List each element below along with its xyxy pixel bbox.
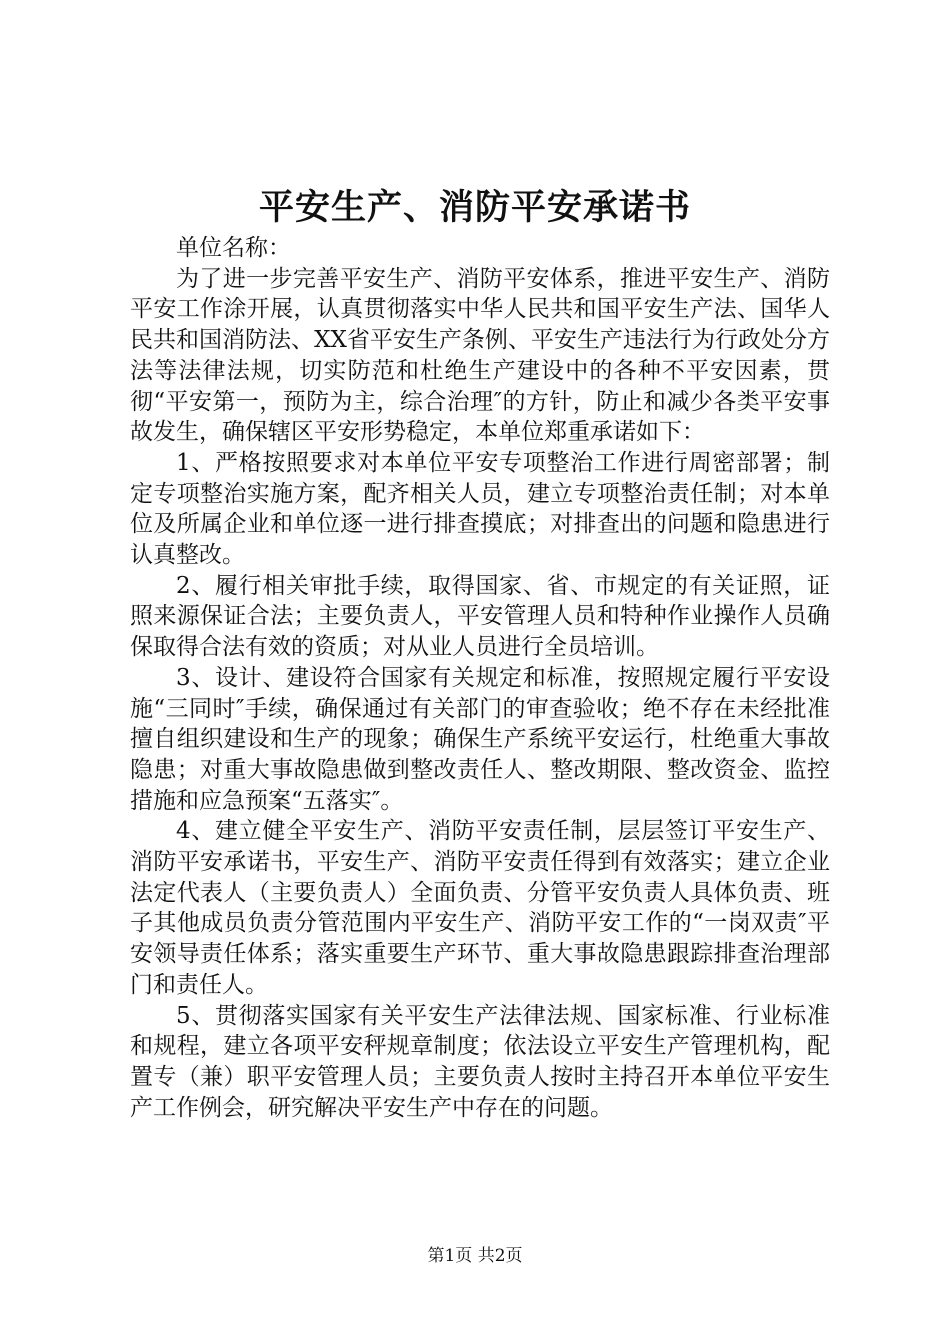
- clause-3-paragraph: 3、设计、建设符合国家有关规定和标准，按照规定履行平安设施“三同时″手续，确保通过有关部门的审查验收；绝不存在未经批准擅自组织建设和生产的现象；确保生产系统平安运行，杜绝重大事故隐患；对重大事故隐患做到整改责任人、整改期限、整改资金、监控措施和应急预案“五落实″。: [130, 664, 830, 814]
- page-number-footer: 第1页 共2页: [427, 1246, 523, 1266]
- clause-2-paragraph: 2、履行相关审批手续，取得国家、省、市规定的有关证照，证照来源保证合法；主要负责人，平安管理人员和特种作业操作人员确保取得合法有效的资质；对从业人员进行全员培训。: [130, 572, 830, 661]
- clause-1-paragraph: 1、严格按照要求对本单位平安专项整治工作进行周密部署；制定专项整治实施方案，配齐相关人员，建立专项整治责任制；对本单位及所属企业和单位逐一进行排查摸底；对排查出的问题和隐患进行认真整改。: [130, 449, 830, 569]
- document-title: 平安生产、消防平安承诺书: [258, 187, 691, 228]
- document-body: [130, 233, 830, 1123]
- clause-5-paragraph: 5、贯彻落实国家有关平安生产法律法规、国家标准、行业标准和规程，建立各项平安秤规章制度；依法设立平安生产管理机构，配置专（兼）职平安管理人员；主要负责人按时主持召开本单位平安生产工作例会，研究解决平安生产中存在的问题。: [130, 1002, 830, 1121]
- clause-4-paragraph: 4、建立健全平安生产、消防平安责任制，层层签订平安生产、消防平安承诺书，平安生产、消防平安责任得到有效落实；建立企业法定代表人（主要负责人）全面负责、分管平安负责人具体负责、班子其他成员负责分管范围内平安生产、消防平安工作的“一岗双责″平安领导责任体系；落实重要生产环节、重大事故隐患跟踪排查治理部门和责任人。: [130, 818, 830, 998]
- unit-name-label: 单位名称：: [176, 235, 291, 261]
- intro-paragraph: 为了进一步完善平安生产、消防平安体系，推进平安生产、消防平安工作涂开展，认真贯彻落实中华人民共和国平安生产法、国华人民共和国消防法、XX省平安生产条例、平安生产违法行为行政处分方法等法律法规，切实防范和杜绝生产建设中的各种不平安因素，贯彻“平安第一，预防为主，综合治理″的方针，防止和减少各类平安事故发生，确保辖区平安形势稳定，本单位郑重承诺如下：: [130, 265, 830, 446]
